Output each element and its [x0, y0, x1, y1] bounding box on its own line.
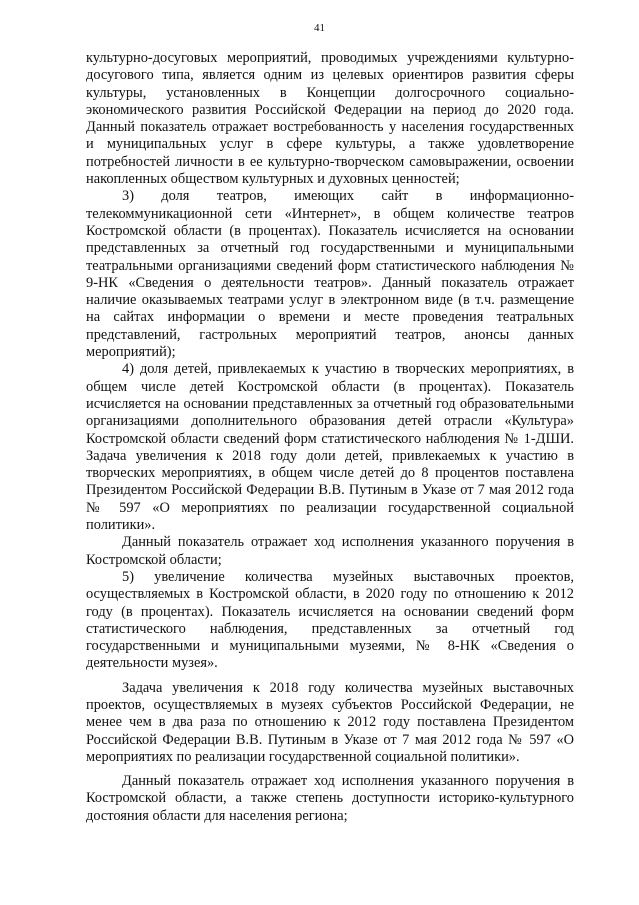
paragraph-children-participation: 4) доля детей, привлекаемых к участию в творческих мероприятиях, в общем числе детей Костромской области (в процентах). Показатель исчисляется на основании представленных за отчетный год образовательными организациями дополнительного образования детей отрасли «Культура» Костромской области сведений форм статистического наблюдения № 1-ДШИ. Задача увеличения к 2018 году доли детей, привлекаемых к участию в творческих мероприятиях, в общем числе детей до 8 процентов поставлена Президентом Российской Федерации В.В. Путиным в Указе от 7 мая 2012 года № 597 «О мероприятиях по реализации государственной социальной политики». [86, 361, 574, 534]
paragraph-execution-note-2: Данный показатель отражает ход исполнения указанного поручения в Костромской области, а также степень доступности историко-культурного достояния области для населения региона; [86, 773, 574, 824]
paragraph-cultural-events: культурно-досуговых мероприятий, проводимых учреждениями культурно-досугового типа, является одним из целевых ориентиров развития сферы культуры, установленных в Концепции долгосрочного социально-экономического развития Российской Федерации на период до 2020 года. Данный показатель отражает востребованность у населения государственных и муниципальных услуг в сфере культуры, а также удовлетворение потребностей личности в ее культурно-творческом самовыражении, освоении накопленных обществом культурных и духовных ценностей; [86, 50, 574, 188]
paragraph-museum-task: Задача увеличения к 2018 году количества музейных выставочных проектов, осуществляемых в музеях субъектов Российской Федерации, не менее чем в два раза по отношению к 2012 году поставлена Президентом Российской Федерации В.В. Путиным в Указе от 7 мая 2012 года № 597 «О мероприятиях по реализации государственной социальной политики». [86, 679, 574, 765]
page-number: 41 [314, 22, 325, 34]
paragraph-execution-note-1: Данный показатель отражает ход исполнения указанного поручения в Костромской области; [86, 534, 574, 568]
paragraph-museum-projects: 5) увеличение количества музейных выставочных проектов, осуществляемых в Костромской области, в 2020 году по отношению к 2012 году (в процентах). Показатель исчисляется на основании сведений форм статистического наблюдения, представленных за отчетный год государственными и муниципальными музеями, № 8-НК «Сведения о деятельности музея». [86, 568, 574, 672]
paragraph-theatre-websites: 3) доля театров, имеющих сайт в информационно-телекоммуникационной сети «Интернет», в общем количестве театров Костромской области (в процентах). Показатель исчисляется на основании представленных за отчетный год государственными и муниципальными театральными организациями сведений форм статистического наблюдения № 9-НК «Сведения о деятельности театров». Данный показатель отражает наличие оказываемых театрами услуг в электронном виде (в т.ч. размещение на сайтах информации о времени и месте проведения театральных представлений, гастрольных мероприятий театров, анонсы данных мероприятий); [86, 188, 574, 361]
document-body [86, 50, 574, 825]
